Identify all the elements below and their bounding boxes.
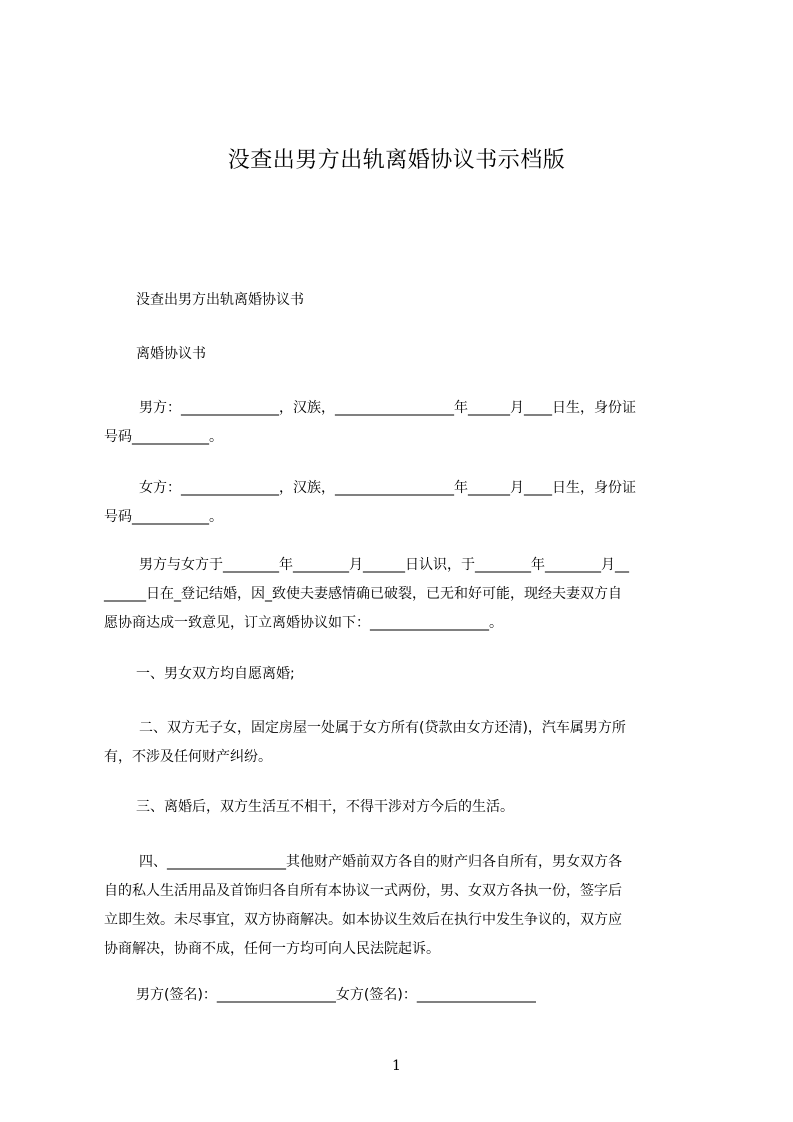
clause-1 (104, 660, 734, 689)
signature-line: 男方(签名)：_________________女方(签名)：_________________ (136, 987, 536, 1003)
clause-2 (104, 714, 702, 772)
clause-2-line-1: 二、双方无子女，固定房屋一处属于女方所有(贷款由女方还清)，汽车属男方所 (139, 720, 626, 736)
clause-3 (104, 793, 734, 822)
intro-line-1: 男方与女方于________年________月______日认识，于________年________月__ (139, 557, 629, 573)
intro-line-3: 愿协商达成一致意见，订立离婚协议如下：_________________。 (104, 615, 503, 631)
clause-2-line-2: 有，不涉及任何财产纠纷。 (104, 749, 272, 765)
clause-1-text: 一、男女双方均自愿离婚; (136, 666, 295, 682)
clause-4-line-2: 自的私人生活用品及首饰归各自所有本协议一式两份，男、女双方各执一份，签字后 (104, 883, 622, 899)
document-subtitle (104, 286, 734, 315)
page-number: 1 (392, 1058, 401, 1074)
intro-paragraph (104, 551, 702, 638)
clause-4 (104, 848, 702, 964)
clause-4-line-4: 协商解决，协商不成，任何一方均可向人民法院起诉。 (104, 941, 440, 957)
document-title: 没查出男方出轨离婚协议书示档版 (227, 148, 566, 173)
female-info-line-1: 女方：______________，汉族，_________________年______月____日生，身份证 (139, 480, 636, 496)
clause-4-line-1: 四、_________________其他财产婚前双方各自的财产归各自所有，男女双方各 (139, 854, 622, 870)
intro-line-2: ______日在_登记结婚，因_致使夫妻感情确已破裂，已无和好可能，现经夫妻双方自 (104, 586, 622, 602)
male-info-line-1: 男方：______________，汉族，_________________年______月____日生，身份证 (139, 400, 636, 416)
clause-4-line-3: 立即生效。未尽事宜，双方协商解决。如本协议生效后在执行中发生争议的，双方应 (104, 912, 622, 928)
male-party-info (104, 394, 702, 452)
heading-text: 离婚协议书 (136, 346, 206, 362)
female-info-line-2: 号码___________。 (104, 509, 223, 525)
subtitle-text: 没查出男方出轨离婚协议书 (136, 292, 304, 308)
agreement-heading (104, 340, 734, 369)
clause-3-text: 三、离婚后，双方生活互不相干，不得干涉对方今后的生活。 (136, 799, 514, 815)
female-party-info (104, 474, 702, 532)
male-info-line-2: 号码___________。 (104, 429, 223, 445)
signature-block (104, 981, 734, 1010)
